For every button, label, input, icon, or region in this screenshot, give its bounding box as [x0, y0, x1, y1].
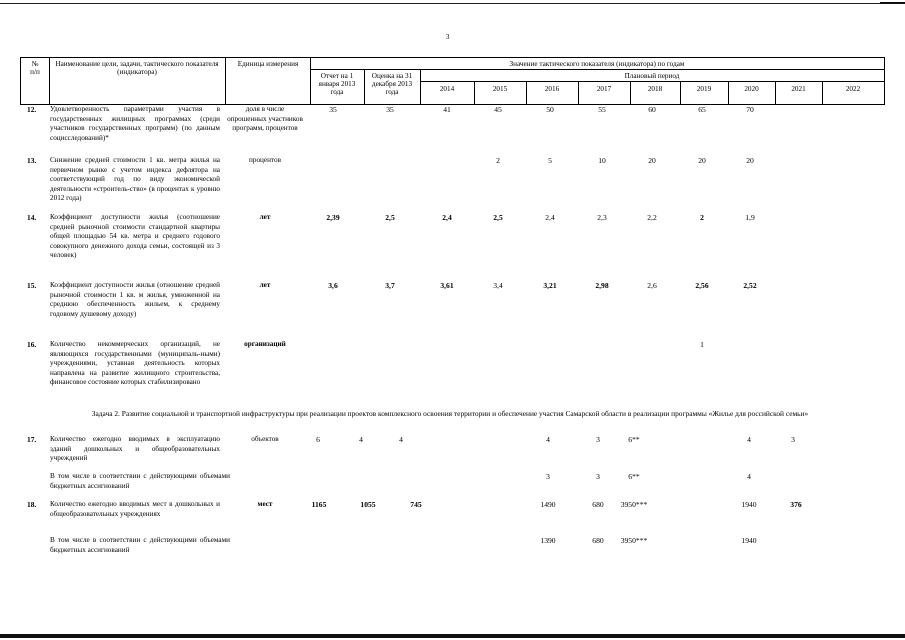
value-2020: 1,9: [745, 213, 755, 222]
value-2020: 20: [746, 156, 754, 165]
header-report: Отчет на 1 января 2013 года: [318, 72, 356, 97]
value-report: 3,6: [328, 281, 338, 290]
value-estimate: 1055: [360, 500, 376, 509]
value-2016: 5: [548, 156, 552, 165]
value-2019: 65: [698, 105, 706, 114]
header-planned-line: [420, 81, 884, 82]
value-2018: 3950***: [620, 536, 648, 545]
year-header: 2022: [845, 85, 861, 93]
row-number: 15.: [27, 281, 37, 290]
year-header: 2021: [791, 85, 806, 93]
value-report: 2,39: [326, 213, 340, 222]
value-2018: 2,6: [647, 281, 657, 290]
value-2020: 1940: [741, 536, 757, 545]
indicator-subname: В том числе в соответствии с действующими объемами бюджетных ассигнований: [50, 536, 230, 554]
indicator-unit: организаций: [244, 340, 286, 348]
value-2021: 376: [790, 500, 802, 509]
year-header: 2020: [744, 85, 759, 93]
indicator-unit: доля в числе опрошенных участников программ, процентов: [227, 105, 303, 133]
value-2018: 20: [648, 156, 656, 165]
indicator-name: Количество ежегодно вводимых в эксплуатацию зданий дошкольных и общеобразовательных учреждений: [50, 435, 220, 463]
value-2018: 2,2: [647, 213, 657, 222]
value-report: 35: [329, 105, 337, 114]
value-2021: 3: [791, 435, 795, 444]
task-heading: Задача 2. Развитие социальной и транспортной инфраструктуры при реализации проектов комплексного освоения территории и обеспечение участия Самарской области в реализации программы «Жилье для российской семьи»: [91, 409, 809, 418]
value-2020: 4: [747, 472, 751, 481]
value-2019: 2,56: [695, 281, 709, 290]
indicator-unit: объектов: [251, 435, 279, 443]
value-2016: 2,4: [545, 213, 555, 222]
value-2019: 2: [700, 213, 704, 222]
value-2020: 4: [747, 435, 751, 444]
value-report: 1165: [311, 500, 327, 509]
header-unit: Единица измерения: [237, 60, 299, 68]
indicator-unit: лет: [259, 213, 271, 221]
value-2019: 20: [698, 156, 706, 165]
value-2016: 3,21: [543, 281, 557, 290]
header-estimate: Оценка на 31 декабря 2013 года: [371, 72, 413, 97]
value-2017: 3: [596, 435, 600, 444]
year-header: 2017: [596, 85, 612, 93]
value-2016: 1490: [540, 500, 556, 509]
value-2015: 3,4: [493, 281, 503, 290]
value-2014: 41: [443, 105, 451, 114]
value-2015: 2,5: [493, 213, 503, 222]
indicator-name: Снижение средней стоимости 1 кв. метра жилья на первичном рынке с учетом индекса дефлятора на соответствующий год по виду экономической деятельности «строитель-ство» (в процентах к уровню 2012 года): [50, 156, 220, 203]
indicator-name: Коэффициент доступности жилья (соотношение средней рыночной стоимости стандартной квартиры общей площадью 54 кв. метра и среднего годового совокупного денежного дохода семьи, состоящей из 3 человек): [50, 213, 220, 260]
value-estimate: 4: [359, 435, 363, 444]
value-2018: 60: [648, 105, 656, 114]
row-number: 12.: [27, 105, 37, 114]
value-2017: 3: [596, 472, 600, 481]
indicator-subname: В том числе в соответствии с действующими объемами бюджетных ассигнований: [50, 472, 230, 490]
header-planned: Плановый период: [624, 72, 680, 80]
value-2016: 3: [546, 472, 550, 481]
header-vline: [364, 69, 365, 105]
year-header: 2016: [544, 85, 560, 93]
row-number: 13.: [27, 156, 37, 165]
value-2016: 4: [546, 435, 550, 444]
page-number: 3: [446, 33, 450, 41]
value-2017: 680: [592, 500, 604, 509]
value-2014: 4: [399, 435, 403, 444]
value-2015: 2: [496, 156, 500, 165]
value-2014: 2,4: [442, 213, 452, 222]
header-top-line: [20, 57, 884, 58]
value-2017: 10: [598, 156, 606, 165]
header-values: Значение тактического показателя (индикатора) по годам: [509, 60, 685, 68]
value-2016: 50: [546, 105, 554, 114]
value-2014: 3,61: [440, 281, 454, 290]
header-values-line: [310, 69, 884, 70]
row-number: 17.: [27, 435, 37, 444]
value-2018: 6**: [628, 435, 640, 444]
value-2017: 2,98: [595, 281, 609, 290]
year-header: 2019: [696, 85, 712, 93]
value-2017: 55: [598, 105, 606, 114]
value-2017: 2,3: [597, 213, 607, 222]
scan-corner-mark: [880, 2, 905, 4]
value-estimate: 3,7: [385, 281, 395, 290]
value-2020: 2,52: [743, 281, 757, 290]
year-header: 2015: [492, 85, 508, 93]
indicator-name: Удовлетворенность параметрами участия в государственных жилищных программах (среди участников государственных программ) (по данным социсследований)*: [50, 105, 220, 142]
value-2015: 45: [494, 105, 502, 114]
indicator-name: Количество ежегодно вводимых мест в дошкольных и общеобразовательных учреждениях: [50, 500, 220, 518]
header-vline: [884, 57, 885, 105]
indicator-unit: лет: [259, 281, 271, 289]
value-2018: 6**: [628, 472, 640, 481]
year-header: 2014: [439, 85, 455, 93]
value-estimate: 35: [386, 105, 394, 114]
value-2019: 1: [700, 340, 704, 349]
indicator-unit: мест: [257, 500, 273, 508]
indicator-unit: процентов: [249, 156, 281, 164]
header-num: № п/п: [30, 60, 40, 77]
scan-top-edge: [0, 3, 905, 4]
row-number: 16.: [27, 340, 37, 349]
value-2014: 745: [410, 500, 422, 509]
indicator-name: Количество некоммерческих организаций, не являющихся государственными (муниципаль-ными) учреждениями, уставная деятельность которых направлена на развитие жилищного строительства, финансовое состояние которых стабилизировано: [50, 340, 220, 387]
row-number: 18.: [27, 500, 37, 509]
value-estimate: 2,5: [385, 213, 395, 222]
value-2017: 680: [592, 536, 604, 545]
scan-bottom-edge: [0, 634, 905, 638]
value-2020: 1940: [741, 500, 757, 509]
value-report: 6: [316, 435, 320, 444]
year-header: 2018: [647, 85, 663, 93]
value-2018: 3950***: [620, 500, 648, 509]
value-2020: 70: [746, 105, 754, 114]
row-number: 14.: [27, 213, 37, 222]
header-name: Наименование цели, задачи, тактического показателя (индикатора): [55, 60, 219, 77]
value-2016: 1390: [540, 536, 556, 545]
indicator-name: Коэффициент доступности жилья (отношение средней рыночной стоимости 1 кв. м жилья, умноженной на среднюю обеспеченность жильем, к среднему годовому душевому доходу): [50, 281, 220, 318]
